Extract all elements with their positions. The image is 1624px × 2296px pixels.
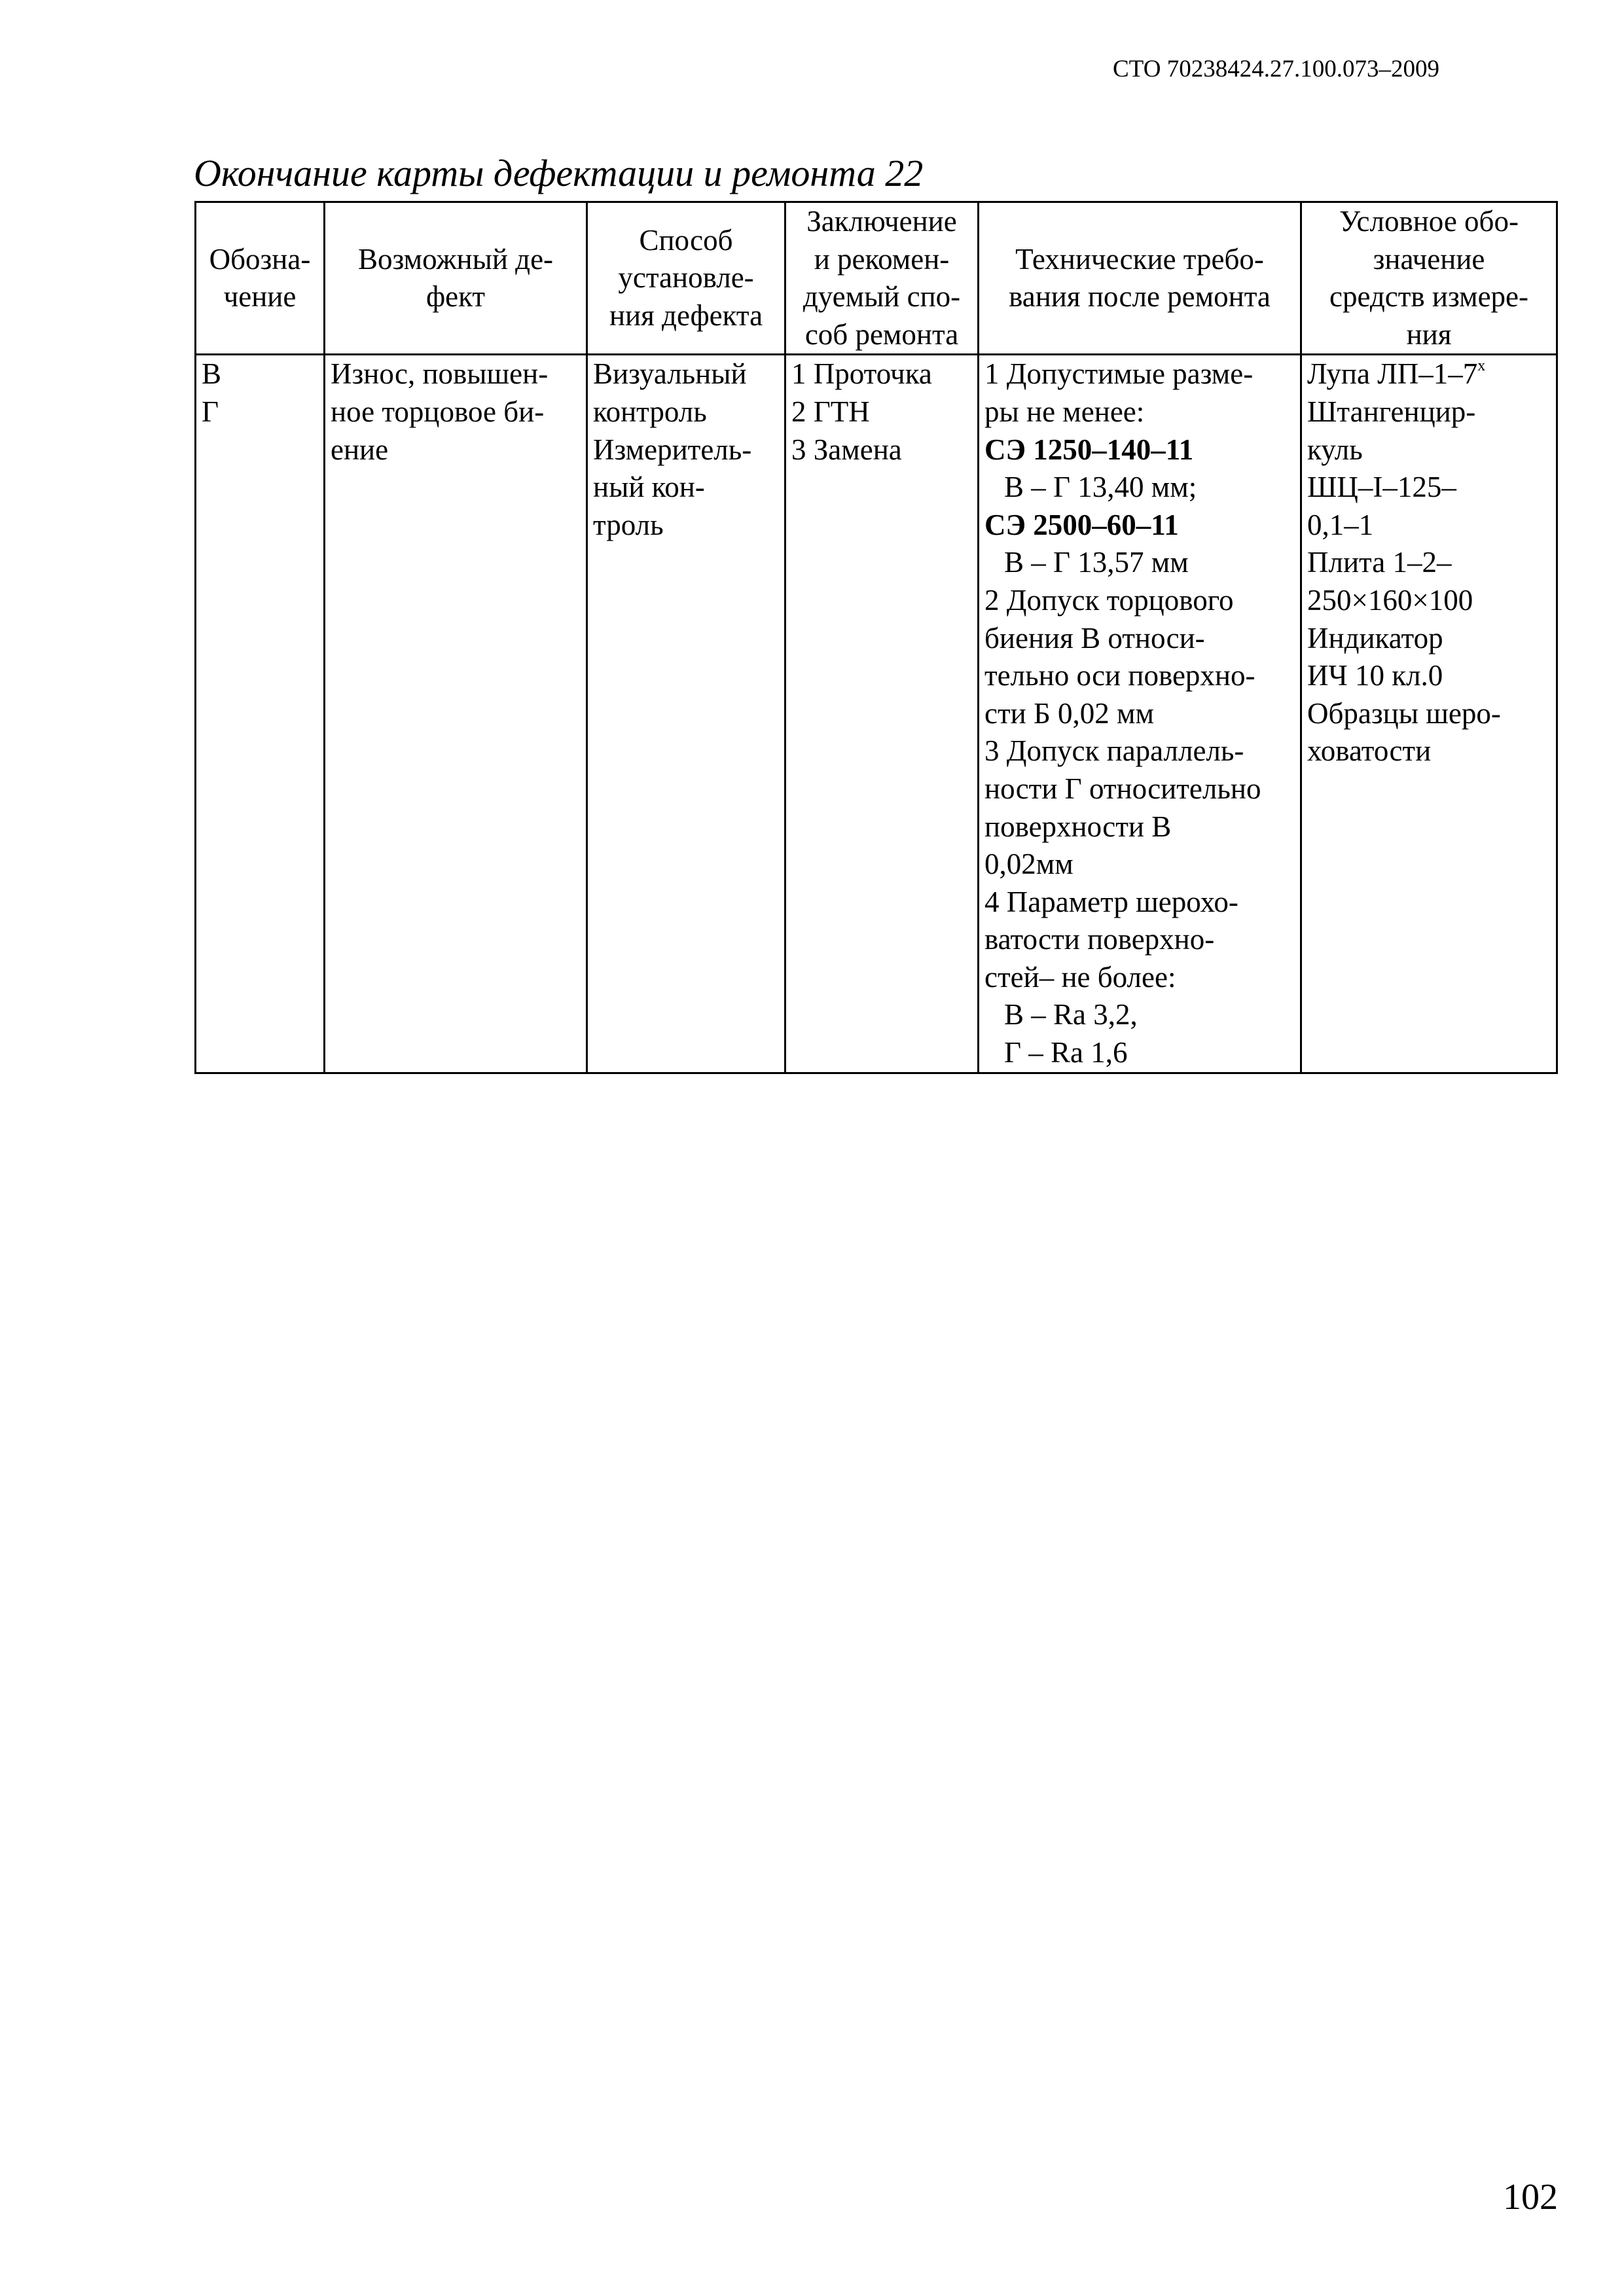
cell-line: ности Г относительно (984, 772, 1261, 805)
document-code: СТО 70238424.27.100.073–2009 (1113, 56, 1440, 82)
cell-line: ватости поверхно- (984, 923, 1215, 956)
cell-line: В – Г 13,40 мм; (1004, 471, 1197, 504)
header-line: Условное обо- (1339, 205, 1519, 238)
cell-line: Образцы шеро- (1307, 696, 1501, 730)
cell-line: Износ, повышен- (331, 357, 549, 391)
cell-line: ховатости (1307, 734, 1432, 768)
cell-line: Визуальный (593, 357, 747, 391)
header-conclusion (785, 202, 979, 355)
cell-line: ное торцовое би- (331, 395, 545, 428)
cell-line: 0,1–1 (1307, 508, 1374, 541)
cell-line: В – Ra 3,2, (1004, 998, 1138, 1031)
cell-line (1307, 355, 1551, 393)
cell-line: поверхности В (984, 810, 1172, 843)
superscript-mark: x (1477, 357, 1486, 375)
cell-line: ИЧ 10 кл.0 (1307, 659, 1443, 692)
header-line: Технические требо- (1015, 242, 1264, 276)
page-number: 102 (1503, 2177, 1558, 2217)
cell-line-bold: СЭ 1250–140–11 (984, 433, 1194, 466)
header-line: вания после ремонта (1009, 280, 1271, 314)
cell-line: сти Б 0,02 мм (984, 696, 1155, 730)
cell-line: 0,02мм (984, 848, 1074, 881)
header-line: Способ (639, 223, 733, 257)
table-row (196, 355, 1557, 1073)
cell-line: ный кон- (593, 471, 705, 504)
cell-line: 1 Допустимые разме- (984, 357, 1254, 391)
header-line: и рекомен- (814, 242, 950, 276)
header-line: фект (425, 280, 486, 314)
instrument-first-line: Лупа ЛП–1–7 (1307, 357, 1478, 391)
cell-line: Индикатор (1307, 621, 1443, 655)
cell-line: тельно оси поверхно- (984, 659, 1255, 692)
header-line: значение (1373, 242, 1485, 276)
cell-line: ры не менее: (984, 395, 1145, 428)
cell-line: ение (331, 433, 389, 466)
cell-method (587, 355, 785, 1073)
header-designation (196, 202, 325, 355)
cell-line: куль (1307, 433, 1363, 466)
cell-line: ШЦ–I–125– (1307, 471, 1456, 504)
cell-line: 250×160×100 (1307, 583, 1473, 617)
header-defect (325, 202, 587, 355)
cell-line: 2 Допуск торцового (984, 583, 1234, 617)
header-line: соб ремонта (804, 317, 959, 351)
cell-designation (196, 355, 325, 1073)
table-caption: Окончание карты дефектации и ремонта 22 (194, 152, 924, 194)
header-line: Заключение (806, 205, 957, 238)
header-instruments (1301, 202, 1557, 355)
cell-line: 3 Замена (791, 433, 902, 466)
cell-line: 2 ГТН (791, 395, 870, 428)
cell-line: В – Г 13,57 мм (1004, 546, 1189, 579)
cell-line: троль (593, 508, 664, 541)
cell-line: 4 Параметр шерохо- (984, 885, 1238, 918)
header-method (587, 202, 785, 355)
header-line: чение (223, 280, 297, 314)
cell-line: 3 Допуск параллель- (984, 734, 1244, 768)
defect-repair-table (194, 201, 1558, 1074)
cell-conclusion (785, 355, 979, 1073)
cell-line: стей– не более: (984, 960, 1176, 994)
cell-line: Плита 1–2– (1307, 546, 1452, 579)
header-line: дуемый спо- (803, 280, 961, 314)
header-requirements (979, 202, 1301, 355)
cell-line-bold: СЭ 2500–60–11 (984, 508, 1179, 541)
header-line: средств измере- (1329, 280, 1528, 314)
header-line: Обозна- (209, 242, 311, 276)
cell-defect (325, 355, 587, 1073)
cell-line: Измеритель- (593, 433, 752, 466)
header-line: установле- (618, 261, 754, 295)
header-line: ния (1406, 317, 1452, 351)
cell-instruments (1301, 355, 1557, 1073)
cell-line: Штангенцир- (1307, 395, 1476, 428)
cell-line: Г – Ra 1,6 (1004, 1036, 1128, 1069)
cell-line: Г (202, 395, 219, 428)
header-line: Возможный де- (357, 242, 554, 276)
cell-line: биения В относи- (984, 621, 1205, 655)
cell-line: В (202, 357, 222, 391)
table-header-row (196, 202, 1557, 355)
cell-requirements (979, 355, 1301, 1073)
cell-line: 1 Проточка (791, 357, 932, 391)
header-line: ния дефекта (609, 298, 763, 332)
cell-line: контроль (593, 395, 707, 428)
